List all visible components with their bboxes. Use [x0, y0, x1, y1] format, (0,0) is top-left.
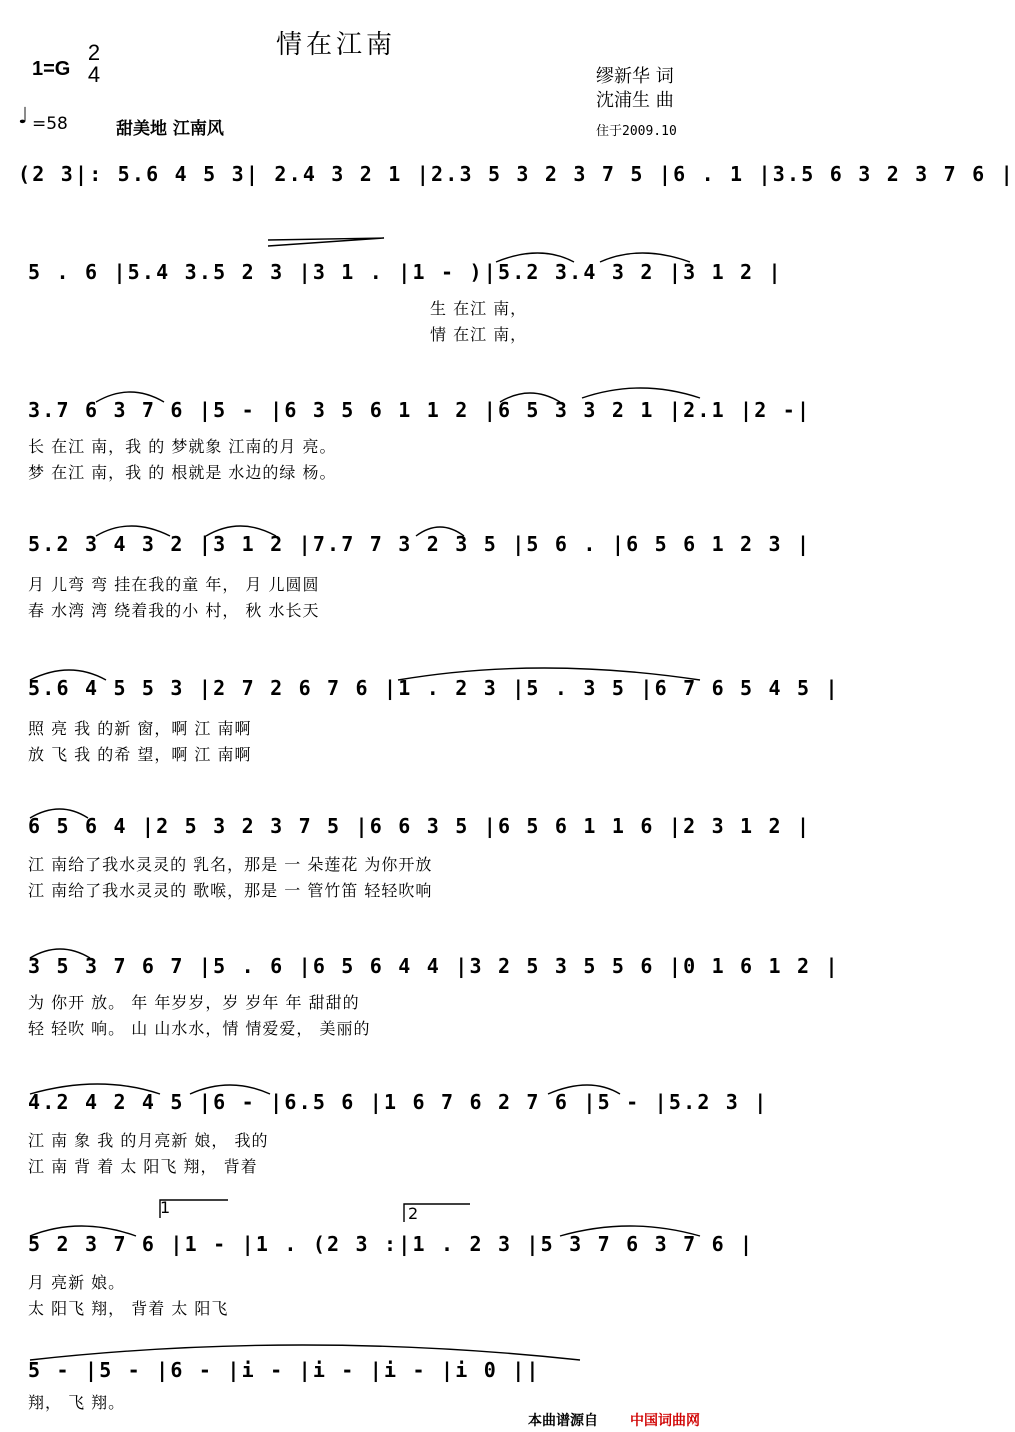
slur — [96, 392, 164, 402]
time-numerator: 2 — [87, 40, 101, 65]
lyricist-credit: 缪新华 词 — [596, 66, 674, 87]
notation-row-8: 4.2 4 2 4 5 |6 - |6.5 6 |1 6 7 6 2 7 6 |5 - |5.2 3 | — [28, 1090, 769, 1114]
slur — [30, 1226, 136, 1236]
slur — [496, 253, 574, 262]
lyrics-row-4-verse-2: 春 水湾 湾 绕着我的小 村， 秋 水长天 — [28, 601, 320, 620]
lyrics-row-5-verse-2: 放 飞 我 的希 望，啊 江 南啊 — [28, 745, 252, 764]
song-title: 情在江南 — [276, 30, 397, 60]
notation-row-2: 5 . 6 |5.4 3.5 2 3 |3 1 . |1 - )|5.2 3.4 3 2 |3 1 2 | — [28, 260, 783, 284]
notation-row-1: (2 3|: 5.6 4 5 3| 2.4 3 2 1 |2.3 5 3 2 3 7 5 |6 . 1 |3.5 6 3 2 3 7 6 | — [18, 162, 1015, 186]
tempo-mark: =58 — [32, 114, 68, 134]
key-signature: 1=G — [32, 58, 71, 80]
tie-long — [30, 1345, 580, 1360]
composer-credit: 沈浦生 曲 — [596, 90, 674, 111]
lyrics-row-7-verse-2: 轻 轻吹 响。 山 山水水，情 情爱爱， 美丽的 — [28, 1019, 371, 1038]
notation-row-9: 5 2 3 7 6 |1 - |1 . (2 3 :|1 . 2 3 |5 3 7 6 3 7 6 | — [28, 1232, 755, 1256]
lyrics-row-6-verse-2: 江 南给了我水灵灵的 歌喉，那是 一 管竹笛 轻轻吹响 — [28, 881, 433, 900]
slur — [548, 1085, 620, 1094]
lyrics-row-3-verse-2: 梦 在江 南，我 的 根就是 水边的绿 杨。 — [28, 463, 337, 482]
slur — [500, 393, 560, 402]
lyrics-row-9-verse-1: 月 亮新 娘。 — [28, 1273, 126, 1292]
notation-row-4: 5.2 3 4 3 2 |3 1 2 |7.7 7 3 2 3 5 |5 6 . |6 5 6 1 2 3 | — [28, 532, 812, 556]
slur — [398, 668, 700, 680]
source-label: 本曲谱源自 — [528, 1413, 598, 1429]
lyrics-row-4-verse-1: 月 儿弯 弯 挂在我的童 年， 月 儿圆圆 — [28, 575, 320, 594]
lyrics-row-7-verse-1: 为 你开 放。 年 年岁岁，岁 岁年 年 甜甜的 — [28, 993, 360, 1012]
source-site-link[interactable]: 中国词曲网 — [630, 1413, 700, 1429]
lyrics-row-8-verse-1: 江 南 象 我 的月亮新 娘， 我的 — [28, 1131, 269, 1150]
slur — [30, 670, 106, 680]
slur — [190, 1085, 270, 1094]
lyrics-row-3-verse-1: 长 在江 南，我 的 梦就象 江南的月 亮。 — [28, 437, 337, 456]
notation-row-6: 6 5 6 4 |2 5 3 2 3 7 5 |6 6 3 5 |6 5 6 1 1 6 |2 3 1 2 | — [28, 814, 812, 838]
time-denominator: 4 — [87, 62, 101, 87]
notation-row-5: 5.6 4 5 5 3 |2 7 2 6 7 6 |1 . 2 3 |5 . 3 5 |6 7 6 5 4 5 | — [28, 676, 840, 700]
slur — [30, 809, 88, 818]
slur — [30, 949, 90, 958]
volta-1-label: 1 — [160, 1198, 171, 1217]
slur — [582, 388, 700, 398]
volta-1-bracket — [160, 1200, 228, 1218]
slur — [416, 527, 464, 536]
lyrics-row-2-verse-2: 情 在江 南， — [430, 325, 528, 344]
lyrics-row-9-verse-2: 太 阳飞 翔， 背着 太 阳飞 — [28, 1299, 229, 1318]
decrescendo-hairpin — [268, 238, 384, 246]
notation-row-10: 5 - |5 - |6 - |i - |i - |i - |i 0 || — [28, 1358, 541, 1382]
expression-mark: 甜美地 江南风 — [116, 119, 224, 139]
notation-row-7: 3 5 3 7 6 7 |5 . 6 |6 5 6 4 4 |3 2 5 3 5 5 6 |0 1 6 1 2 | — [28, 954, 840, 978]
lyrics-row-8-verse-2: 江 南 背 着 太 阳飞 翔， 背着 — [28, 1157, 258, 1176]
lyrics-row-6-verse-1: 江 南给了我水灵灵的 乳名，那是 一 朵莲花 为你开放 — [28, 855, 433, 874]
lyrics-row-5-verse-1: 照 亮 我 的新 窗，啊 江 南啊 — [28, 719, 252, 738]
lyrics-row-2-verse-1: 生 在江 南， — [430, 299, 528, 318]
slur — [600, 253, 690, 262]
slur — [96, 526, 170, 536]
notation-row-3: 3.7 6 3 7 6 |5 - |6 3 5 6 1 1 2 |6 5 3 3 2 1 |2.1 |2 -| — [28, 398, 812, 422]
lyrics-row-10-verse-1: 翔， 飞 翔。 — [28, 1393, 126, 1412]
volta-2-bracket — [404, 1204, 470, 1222]
place-date: 住于2009.10 — [596, 124, 677, 139]
volta-2-label: 2 — [408, 1204, 419, 1223]
slur — [206, 526, 276, 536]
slur — [30, 1084, 160, 1094]
quarter-note-icon: ♩ — [18, 104, 29, 129]
slur — [560, 1226, 700, 1236]
